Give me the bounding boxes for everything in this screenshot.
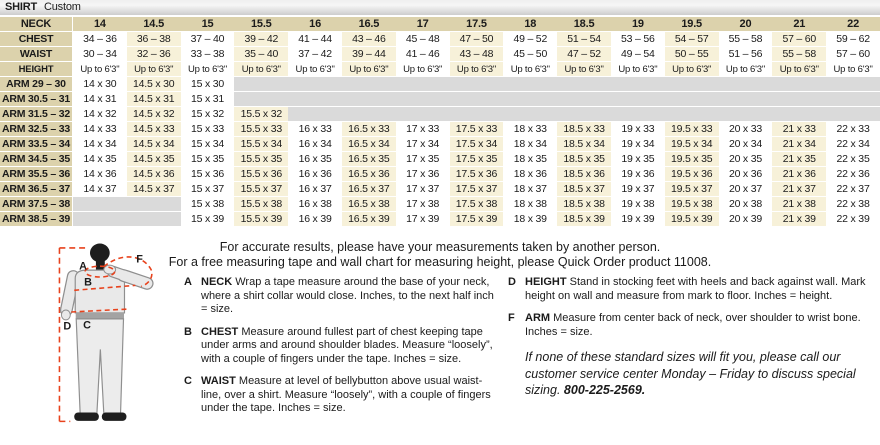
figure-waistband <box>76 313 124 319</box>
size-cell: 54 – 57 <box>665 32 719 47</box>
instructions-left-column <box>184 276 500 425</box>
size-cell: 19 x 36 <box>611 167 665 182</box>
size-cell: 47 – 50 <box>450 32 504 47</box>
empty-cell <box>396 92 450 107</box>
empty-cell <box>73 197 127 212</box>
size-cell: 18 x 33 <box>503 122 557 137</box>
size-cell: 15.5 x 36 <box>234 167 288 182</box>
size-cell: 14 x 35 <box>73 152 127 167</box>
empty-cell <box>719 92 773 107</box>
size-cell: 57 – 60 <box>772 32 826 47</box>
size-cell: 18 x 36 <box>503 167 557 182</box>
size-cell: 51 – 56 <box>719 47 773 62</box>
size-cell: 14.5 x 34 <box>127 137 181 152</box>
instruction-letter: B <box>184 325 192 338</box>
size-cell: 16 x 37 <box>288 182 342 197</box>
size-cell: 14 x 33 <box>73 122 127 137</box>
size-cell: 57 – 60 <box>826 47 880 62</box>
table-row <box>0 197 880 212</box>
empty-cell <box>234 92 288 107</box>
table-row <box>0 92 880 107</box>
size-cell: 20 x 36 <box>719 167 773 182</box>
size-cell: 32 – 36 <box>127 47 181 62</box>
size-cell: 16.5 x 33 <box>342 122 396 137</box>
empty-cell <box>73 212 127 227</box>
table-row <box>0 32 880 47</box>
size-cell: Up to 6'3" <box>342 62 396 77</box>
size-cell: 15.5 x 35 <box>234 152 288 167</box>
row-label: ARM 38.5 – 39 <box>0 212 73 227</box>
size-cell: 19.5 x 37 <box>665 182 719 197</box>
size-cell: Up to 6'3" <box>288 62 342 77</box>
size-cell: 17 x 39 <box>396 212 450 227</box>
size-cell: 22 x 34 <box>826 137 880 152</box>
neck-size-cell: 14 <box>73 17 127 32</box>
size-cell: 49 – 52 <box>503 32 557 47</box>
table-title-bar <box>0 0 880 15</box>
size-cell: 19 x 34 <box>611 137 665 152</box>
size-cell: 22 x 33 <box>826 122 880 137</box>
size-cell: 14.5 x 30 <box>127 77 181 92</box>
row-label: ARM 35.5 – 36 <box>0 167 73 182</box>
size-cell: 18 x 39 <box>503 212 557 227</box>
empty-cell <box>611 107 665 122</box>
instruction-item <box>184 375 500 416</box>
size-cell: 17.5 x 34 <box>450 137 504 152</box>
size-cell: 17 x 38 <box>396 197 450 212</box>
size-cell: 19 x 33 <box>611 122 665 137</box>
size-cell: 21 x 33 <box>772 122 826 137</box>
empty-cell <box>665 92 719 107</box>
size-cell: 53 – 56 <box>611 32 665 47</box>
row-label: WAIST <box>0 47 73 62</box>
size-cell: 17 x 37 <box>396 182 450 197</box>
instruction-item <box>508 312 876 339</box>
row-label: ARM 29 – 30 <box>0 77 73 92</box>
table-row <box>0 47 880 62</box>
empty-cell <box>450 92 504 107</box>
size-cell: 16 x 35 <box>288 152 342 167</box>
size-cell: 14.5 x 33 <box>127 122 181 137</box>
row-label: HEIGHT <box>0 62 73 77</box>
instruction-text: HEIGHT Stand in stocking feet with heels and back against wall. Mark height on wall and measure from mark to floor. Inches = height. <box>525 276 866 302</box>
size-cell: 17.5 x 37 <box>450 182 504 197</box>
neck-size-cell: 21 <box>772 17 826 32</box>
size-cell: 17.5 x 36 <box>450 167 504 182</box>
measurement-figure <box>0 243 180 445</box>
size-cell: Up to 6'3" <box>719 62 773 77</box>
size-cell: 15 x 35 <box>181 152 235 167</box>
empty-cell <box>127 212 181 227</box>
size-cell: 36 – 38 <box>127 32 181 47</box>
size-cell: 17 x 34 <box>396 137 450 152</box>
size-cell: 15.5 x 39 <box>234 212 288 227</box>
empty-cell <box>826 77 880 92</box>
size-cell: 17.5 x 35 <box>450 152 504 167</box>
neck-header-row <box>0 17 880 32</box>
empty-cell <box>450 107 504 122</box>
size-cell: 16.5 x 35 <box>342 152 396 167</box>
size-cell: 18.5 x 39 <box>557 212 611 227</box>
size-cell: 14.5 x 35 <box>127 152 181 167</box>
size-cell: 19 x 35 <box>611 152 665 167</box>
size-cell: Up to 6'3" <box>73 62 127 77</box>
size-cell: 22 x 36 <box>826 167 880 182</box>
empty-cell <box>557 92 611 107</box>
figure-left-hand <box>61 310 70 320</box>
neck-size-cell: 19.5 <box>665 17 719 32</box>
empty-cell <box>342 92 396 107</box>
intro-line-1: For accurate results, please have your measurements taken by another person. <box>219 240 661 254</box>
table-row <box>0 62 880 77</box>
empty-cell <box>611 92 665 107</box>
size-cell: Up to 6'3" <box>450 62 504 77</box>
empty-cell <box>342 77 396 92</box>
size-cell: 17.5 x 39 <box>450 212 504 227</box>
size-cell: 14.5 x 31 <box>127 92 181 107</box>
size-cell: 15 x 37 <box>181 182 235 197</box>
empty-cell <box>557 107 611 122</box>
size-cell: Up to 6'3" <box>665 62 719 77</box>
size-cell: 17 x 33 <box>396 122 450 137</box>
figure-label-d: D <box>63 320 72 333</box>
size-cell: 18.5 x 36 <box>557 167 611 182</box>
size-cell: 18 x 38 <box>503 197 557 212</box>
size-cell: 18 x 34 <box>503 137 557 152</box>
size-cell: 16.5 x 38 <box>342 197 396 212</box>
size-cell: 20 x 35 <box>719 152 773 167</box>
size-cell: 21 x 37 <box>772 182 826 197</box>
empty-cell <box>772 77 826 92</box>
size-cell: 19.5 x 39 <box>665 212 719 227</box>
size-cell: 50 – 55 <box>665 47 719 62</box>
neck-size-cell: 16 <box>288 17 342 32</box>
table-row <box>0 107 880 122</box>
neck-size-cell: 18 <box>503 17 557 32</box>
person-silhouette <box>61 243 147 420</box>
size-cell: 39 – 44 <box>342 47 396 62</box>
size-cell: 17 x 36 <box>396 167 450 182</box>
size-cell: 15 x 30 <box>181 77 235 92</box>
size-cell: 15 x 34 <box>181 137 235 152</box>
size-cell: 20 x 34 <box>719 137 773 152</box>
empty-cell <box>288 107 342 122</box>
neck-size-cell: 20 <box>719 17 773 32</box>
instruction-letter: C <box>184 375 192 387</box>
size-cell: 17.5 x 38 <box>450 197 504 212</box>
empty-cell <box>503 107 557 122</box>
size-cell: 20 x 33 <box>719 122 773 137</box>
size-cell: 17.5 x 33 <box>450 122 504 137</box>
size-cell: Up to 6'3" <box>127 62 181 77</box>
table-row <box>0 167 880 182</box>
size-cell: 19.5 x 33 <box>665 122 719 137</box>
instruction-term: NECK <box>201 276 233 288</box>
instruction-letter: D <box>508 276 516 288</box>
row-label: ARM 31.5 – 32 <box>0 107 73 122</box>
instruction-item <box>184 276 500 317</box>
size-cell: 14 x 30 <box>73 77 127 92</box>
figure-label-f: F <box>136 253 143 266</box>
size-cell: 14 x 37 <box>73 182 127 197</box>
neck-size-cell: 16.5 <box>342 17 396 32</box>
instruction-item <box>184 326 500 367</box>
size-cell: 20 x 37 <box>719 182 773 197</box>
size-cell: 47 – 52 <box>557 47 611 62</box>
size-cell: 43 – 48 <box>450 47 504 62</box>
size-cell: 45 – 50 <box>503 47 557 62</box>
size-cell: 18.5 x 34 <box>557 137 611 152</box>
row-label: CHEST <box>0 32 73 47</box>
size-cell: 19 x 39 <box>611 212 665 227</box>
size-cell: 14 x 32 <box>73 107 127 122</box>
size-cell: 16.5 x 34 <box>342 137 396 152</box>
row-label: NECK <box>0 17 73 32</box>
special-sizing-note <box>525 349 876 399</box>
size-cell: 18 x 35 <box>503 152 557 167</box>
instruction-text: NECK Wrap a tape measure around the base of your neck, where a shirt collar would close. Inches, to the next half inch = size. <box>201 276 494 315</box>
special-sizing-text: If none of these standard sizes will fit you, please call our customer service center Monday – Friday to discuss special sizing. <box>525 350 856 397</box>
size-cell: 15.5 x 32 <box>234 107 288 122</box>
size-cell: 21 x 34 <box>772 137 826 152</box>
empty-cell <box>503 77 557 92</box>
size-cell: 21 x 38 <box>772 197 826 212</box>
neck-size-cell: 17.5 <box>450 17 504 32</box>
empty-cell <box>557 77 611 92</box>
size-cell: 55 – 58 <box>772 47 826 62</box>
figure-left-arm <box>66 277 73 311</box>
neck-size-cell: 17 <box>396 17 450 32</box>
size-cell: 14 x 36 <box>73 167 127 182</box>
table-row <box>0 77 880 92</box>
empty-cell <box>288 77 342 92</box>
size-cell: 19.5 x 35 <box>665 152 719 167</box>
size-cell: 15.5 x 34 <box>234 137 288 152</box>
size-cell: 15.5 x 33 <box>234 122 288 137</box>
table-row <box>0 137 880 152</box>
empty-cell <box>772 107 826 122</box>
size-cell: 14.5 x 36 <box>127 167 181 182</box>
empty-cell <box>288 92 342 107</box>
size-cell: 16 x 33 <box>288 122 342 137</box>
empty-cell <box>450 77 504 92</box>
figure-label-c: C <box>83 319 91 332</box>
instructions-right-column <box>508 276 876 399</box>
row-label: ARM 34.5 – 35 <box>0 152 73 167</box>
size-cell: 51 – 54 <box>557 32 611 47</box>
size-cell: 41 – 46 <box>396 47 450 62</box>
empty-cell <box>665 107 719 122</box>
shirt-size-table <box>0 17 880 227</box>
figure-right-shoe <box>102 412 127 420</box>
size-cell: Up to 6'3" <box>396 62 450 77</box>
size-cell: 15 x 39 <box>181 212 235 227</box>
empty-cell <box>396 107 450 122</box>
size-cell: 22 x 39 <box>826 212 880 227</box>
intro-line-2: For a free measuring tape and wall chart for measuring height, please Quick Order product 11008. <box>168 254 712 269</box>
size-cell: 21 x 35 <box>772 152 826 167</box>
table-subtitle: Custom <box>44 1 81 13</box>
figure-left-shoe <box>74 412 99 420</box>
row-label: ARM 33.5 – 34 <box>0 137 73 152</box>
instruction-term: ARM <box>525 312 551 324</box>
instruction-letter: F <box>508 312 515 324</box>
size-cell: Up to 6'3" <box>611 62 665 77</box>
size-cell: 15 x 38 <box>181 197 235 212</box>
empty-cell <box>611 77 665 92</box>
instruction-letter: A <box>184 276 192 288</box>
size-cell: 16.5 x 36 <box>342 167 396 182</box>
size-cell: Up to 6'3" <box>234 62 288 77</box>
size-cell: 15.5 x 37 <box>234 182 288 197</box>
neck-size-cell: 15.5 <box>234 17 288 32</box>
size-cell: 39 – 42 <box>234 32 288 47</box>
instruction-text: CHEST Measure around fullest part of chest keeping tape under arms and around shoulder blades. Measure “loosely”, with a couple of fingers under the tape. Inches = size. <box>201 325 493 365</box>
size-cell: 19.5 x 34 <box>665 137 719 152</box>
empty-cell <box>826 92 880 107</box>
size-cell: Up to 6'3" <box>772 62 826 77</box>
neck-size-cell: 15 <box>181 17 235 32</box>
size-cell: 59 – 62 <box>826 32 880 47</box>
empty-cell <box>396 77 450 92</box>
size-cell: 14.5 x 37 <box>127 182 181 197</box>
figure-label-b: B <box>84 276 92 289</box>
size-cell: 55 – 58 <box>719 32 773 47</box>
size-cell: Up to 6'3" <box>826 62 880 77</box>
instruction-term: WAIST <box>201 375 236 387</box>
size-cell: 18.5 x 37 <box>557 182 611 197</box>
figure-label-a: A <box>79 260 87 273</box>
size-cell: 19 x 38 <box>611 197 665 212</box>
figure-head <box>90 243 110 262</box>
size-cell: 43 – 46 <box>342 32 396 47</box>
empty-cell <box>772 92 826 107</box>
empty-cell <box>234 77 288 92</box>
size-cell: 37 – 40 <box>181 32 235 47</box>
size-cell: 20 x 39 <box>719 212 773 227</box>
empty-cell <box>342 107 396 122</box>
size-cell: 45 – 48 <box>396 32 450 47</box>
neck-size-cell: 14.5 <box>127 17 181 32</box>
instruction-term: HEIGHT <box>525 276 567 288</box>
size-cell: 16 x 39 <box>288 212 342 227</box>
size-cell: 16 x 34 <box>288 137 342 152</box>
size-cell: Up to 6'3" <box>503 62 557 77</box>
size-cell: 18.5 x 38 <box>557 197 611 212</box>
size-cell: 34 – 36 <box>73 32 127 47</box>
neck-size-cell: 19 <box>611 17 665 32</box>
size-cell: 41 – 44 <box>288 32 342 47</box>
empty-cell <box>503 92 557 107</box>
size-cell: 22 x 38 <box>826 197 880 212</box>
size-cell: 15 x 31 <box>181 92 235 107</box>
table-row <box>0 152 880 167</box>
size-cell: 17 x 35 <box>396 152 450 167</box>
size-cell: 14 x 31 <box>73 92 127 107</box>
table-row <box>0 122 880 137</box>
instruction-text: ARM Measure from center back of neck, over shoulder to wrist bone. Inches = size. <box>525 312 861 338</box>
size-cell: 18.5 x 35 <box>557 152 611 167</box>
size-cell: 20 x 38 <box>719 197 773 212</box>
size-cell: 21 x 36 <box>772 167 826 182</box>
size-cell: 18.5 x 33 <box>557 122 611 137</box>
empty-cell <box>665 77 719 92</box>
size-cell: 16 x 36 <box>288 167 342 182</box>
size-cell: 15 x 36 <box>181 167 235 182</box>
instruction-item <box>508 276 876 303</box>
table-row <box>0 212 880 227</box>
size-cell: 19.5 x 36 <box>665 167 719 182</box>
size-cell: 19 x 37 <box>611 182 665 197</box>
size-cell: 49 – 54 <box>611 47 665 62</box>
size-cell: 16.5 x 39 <box>342 212 396 227</box>
size-cell: 22 x 37 <box>826 182 880 197</box>
empty-cell <box>719 107 773 122</box>
size-cell: 15 x 32 <box>181 107 235 122</box>
size-cell: 35 – 40 <box>234 47 288 62</box>
empty-cell <box>719 77 773 92</box>
neck-size-cell: 22 <box>826 17 880 32</box>
neck-size-cell: 18.5 <box>557 17 611 32</box>
size-cell: 37 – 42 <box>288 47 342 62</box>
row-label: ARM 36.5 – 37 <box>0 182 73 197</box>
size-cell: 30 – 34 <box>73 47 127 62</box>
row-label: ARM 32.5 – 33 <box>0 122 73 137</box>
size-cell: 22 x 35 <box>826 152 880 167</box>
size-cell: 15.5 x 38 <box>234 197 288 212</box>
empty-cell <box>127 197 181 212</box>
size-cell: 14.5 x 32 <box>127 107 181 122</box>
size-cell: 16.5 x 37 <box>342 182 396 197</box>
size-cell: 15 x 33 <box>181 122 235 137</box>
size-cell: 21 x 39 <box>772 212 826 227</box>
figure-pants <box>76 319 123 414</box>
row-label: ARM 30.5 – 31 <box>0 92 73 107</box>
table-title: SHIRT <box>5 1 38 13</box>
empty-cell <box>826 107 880 122</box>
table-row <box>0 182 880 197</box>
customer-service-phone: 800-225-2569. <box>563 383 646 397</box>
size-cell: 14 x 34 <box>73 137 127 152</box>
size-cell: 16 x 38 <box>288 197 342 212</box>
size-cell: 33 – 38 <box>181 47 235 62</box>
size-cell: Up to 6'3" <box>557 62 611 77</box>
size-cell: 19.5 x 38 <box>665 197 719 212</box>
row-label: ARM 37.5 – 38 <box>0 197 73 212</box>
size-cell: Up to 6'3" <box>181 62 235 77</box>
instruction-text: WAIST Measure at level of bellybutton above usual waist-line, over a shirt. Measure “loosely”, with a couple of fingers under the tape. Inches = size. <box>201 375 491 414</box>
instruction-term: CHEST <box>201 325 239 338</box>
size-cell: 18 x 37 <box>503 182 557 197</box>
